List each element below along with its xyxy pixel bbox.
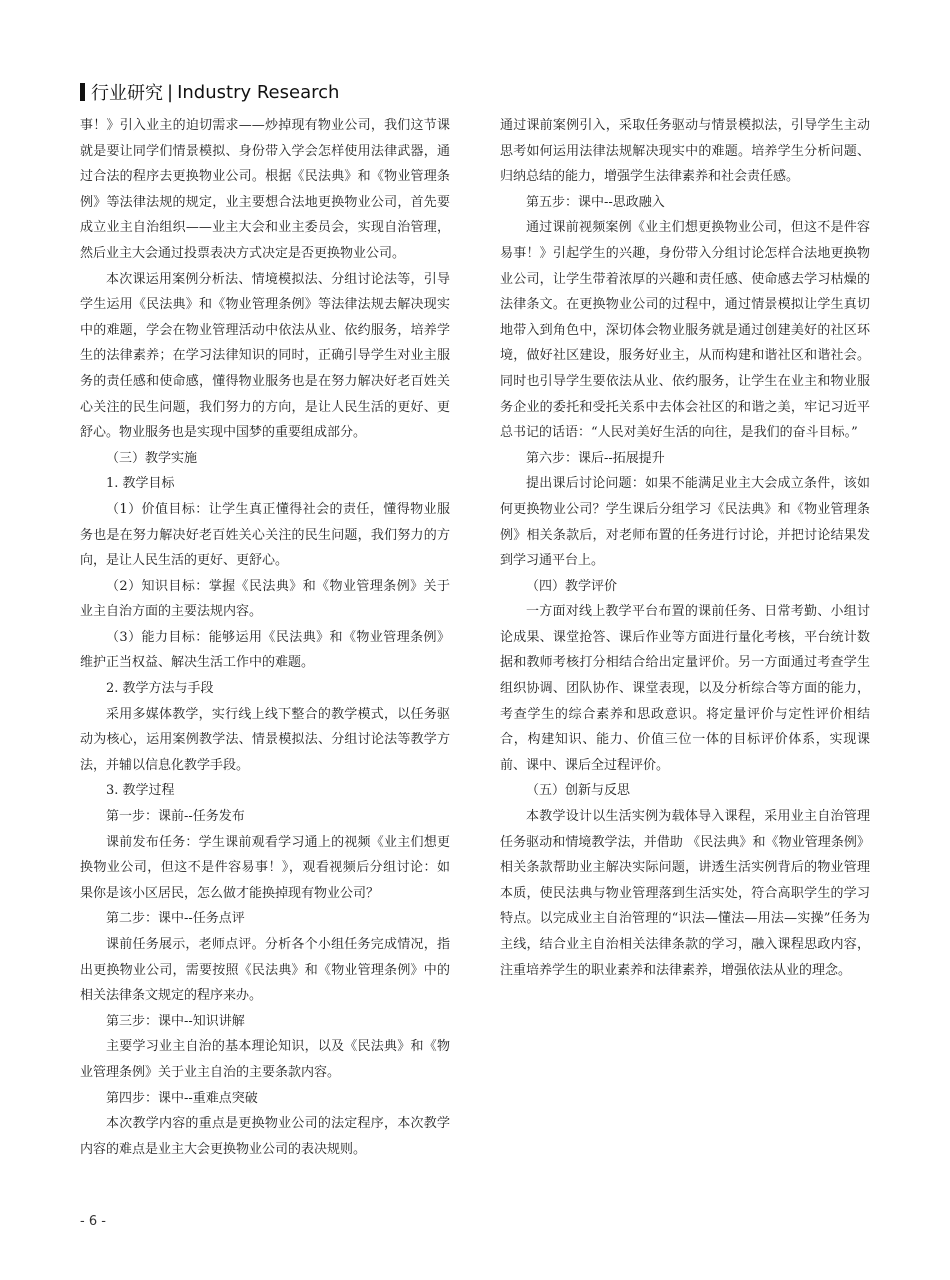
paragraph: 课前发布任务：学生课前观看学习通上的视频《业主们想更换物业公司，但这不是件容易事！》，观看视频后分组讨论：如果你是该小区居民，怎么做才能换掉现有物业公司？ bbox=[80, 834, 450, 901]
sub-heading: 3. 教学过程 bbox=[106, 783, 175, 799]
left-column bbox=[80, 113, 450, 1162]
paragraph: 提出课后讨论问题：如果不能满足业主大会成立条件，该如何更换物业公司？学生课后分组学习《民法典》和《物业管理条例》相关条款后，对老师布置的任务进行讨论，并把讨论结果发到学习通平台上。 bbox=[500, 476, 870, 569]
header-bar-icon bbox=[80, 83, 85, 101]
paragraph: 一方面对线上教学平台布置的课前任务、日常考勤、小组讨论成果、课堂抢答、课后作业等方面进行量化考核，平台统计数据和教师考核打分相结合给出定量评价。另一方面通过考查学生组织协调、团队协作、课堂表现，以及分析综合等方面的能力，考查学生的综合素养和思政意识。将定量评价与定性评价相结合，构建知识、能力、价值三位一体的目标评价体系，实现课前、课中、课后全过程评价。 bbox=[500, 604, 870, 773]
step-heading: 第一步：课前--任务发布 bbox=[106, 809, 245, 825]
sub-heading: 1. 教学目标 bbox=[106, 476, 175, 492]
header-title-cn: 行业研究 bbox=[91, 83, 163, 104]
header-separator: | bbox=[167, 81, 174, 103]
paragraph: 本次课运用案例分析法、情境模拟法、分组讨论法等，引导学生运用《民法典》和《物业管理条例》等法律法规去解决现实中的难题，学会在物业管理活动中依法从业、依约服务，培养学生的法律素养；在学习法律知识的同时，正确引导学生对业主服务的责任感和使命感，懂得物业服务也是在努力解决好老百姓关心关注的民生问题，我们努力的方向，是让人民生活的更好、更舒心。物业服务也是实现中国梦的重要组成部分。 bbox=[80, 271, 450, 441]
paragraph: 主要学习业主自治的基本理论知识，以及《民法典》和《物业管理条例》关于业主自治的主要条款内容。 bbox=[80, 1039, 450, 1080]
paragraph: 本次教学内容的重点是更换物业公司的法定程序，本次教学内容的难点是业主大会更换物业公司的表决规则。 bbox=[80, 1116, 450, 1157]
paragraph: 采用多媒体教学，实行线上线下整合的教学模式，以任务驱动为核心，运用案例教学法、情景模拟法、分组讨论法等教学方法，并辅以信息化教学手段。 bbox=[80, 706, 450, 773]
page-number: - 6 - bbox=[80, 1214, 106, 1229]
section-heading: （四）教学评价 bbox=[526, 578, 618, 594]
right-column bbox=[500, 113, 870, 983]
step-heading: 第六步：课后--拓展提升 bbox=[526, 450, 665, 466]
paragraph: （3）能力目标：能够运用《民法典》和《物业管理条例》维护正当权益、解决生活工作中的难题。 bbox=[80, 629, 450, 671]
header-title-en: Industry Research bbox=[177, 81, 340, 103]
sub-heading: 2. 教学方法与手段 bbox=[106, 681, 214, 697]
paragraph: 通过课前视频案例《业主们想更换物业公司，但这不是件容易事！》引起学生的兴趣，身份带入分组讨论怎样合法地更换物业公司，让学生带着浓厚的兴趣和责任感、使命感去学习枯燥的法律条文。在更换物业公司的过程中，通过情景模拟让学生真切地带入到角色中，深切体会物业服务就是通过创建美好的社区环境，做好社区建设，服务好业主，从而构建和谐社区和谐社会。同时也引导学生要依法从业、依约服务，让学生在业主和物业服务企业的委托和受托关系中去体会社区的和谐之美，牢记习近平总书记的话语：“人民对美好生活的向往，是我们的奋斗目标。” bbox=[500, 220, 870, 441]
paragraph: 本教学设计以生活实例为载体导入课程，采用业主自治管理任务驱动和情境教学法，并借助 《民法典》和《物业管理条例》相关条款帮助业主解决实际问题，讲透生活实例背后的物业管理本质，使民法典与物业管理落到生活实处，符合高职学生的学习特点。以完成业主自治管理的“识法—懂法—用法—实操”任务为主线，结合业主自治相关法律条款的学习，融入课程思政内容，注重培养学生的职业素养和法律素养，增强依法从业的理念。 bbox=[500, 809, 870, 978]
paragraph: 事！》引入业主的迫切需求——炒掉现有物业公司，我们这节课就是要让同学们情景模拟、身份带入学会怎样使用法律武器，通过合法的程序去更换物业公司。根据《民法典》和《物业管理条例》等法律法规的规定，业主要想合法地更换物业公司，首先要成立业主自治组织——业主大会和业主委员会，实现自治管理，然后业主大会通过投票表决方式决定是否更换物业公司。 bbox=[80, 118, 450, 261]
paragraph: 通过课前案例引入，采取任务驱动与情景模拟法，引导学生主动思考如何运用法律法规解决现实中的难题。培养学生分析问题、归纳总结的能力，增强学生法律素养和社会责任感。 bbox=[500, 118, 870, 185]
section-heading: （五）创新与反思 bbox=[526, 783, 631, 799]
paragraph: （2）知识目标：掌握《民法典》和《物业管理条例》关于业主自治方面的主要法规内容。 bbox=[80, 578, 450, 620]
step-heading: 第二步：课中--任务点评 bbox=[106, 911, 245, 927]
paragraph: 课前任务展示，老师点评。分析各个小组任务完成情况，指出更换物业公司，需要按照《民法典》和《物业管理条例》中的相关法律条文规定的程序来办。 bbox=[80, 937, 450, 1004]
step-heading: 第四步：课中--重难点突破 bbox=[106, 1090, 258, 1106]
section-heading: （三）教学实施 bbox=[106, 450, 198, 466]
section-header bbox=[80, 80, 339, 104]
step-heading: 第五步：课中--思政融入 bbox=[526, 194, 665, 210]
paragraph: （1）价值目标：让学生真正懂得社会的责任，懂得物业服务也是在努力解决好老百姓关心关注的民生问题，我们努力的方向，是让人民生活的更好、更舒心。 bbox=[80, 501, 450, 569]
step-heading: 第三步：课中--知识讲解 bbox=[106, 1013, 245, 1029]
